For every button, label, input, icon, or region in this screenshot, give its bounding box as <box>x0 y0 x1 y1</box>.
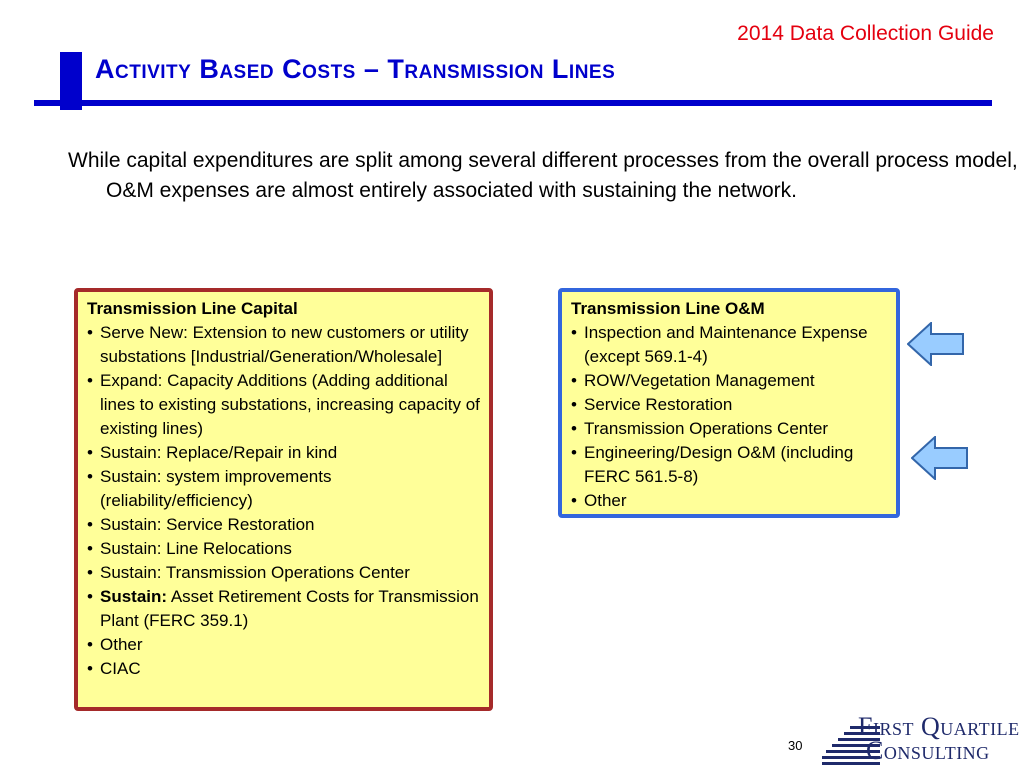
capital-item: • Sustain: system improvements (reliability/efficiency) <box>87 465 481 513</box>
logo-text-line-2: Consulting <box>866 736 990 765</box>
capital-item: • Sustain: Transmission Operations Center <box>87 561 481 585</box>
capital-item: • Sustain: Service Restoration <box>87 513 481 537</box>
capital-item: • Sustain: Line Relocations <box>87 537 481 561</box>
om-box-title: Transmission Line O&M <box>571 299 765 318</box>
company-logo <box>822 712 1022 766</box>
guide-label: 2014 Data Collection Guide <box>737 22 994 45</box>
om-item: • ROW/Vegetation Management <box>571 369 888 393</box>
intro-paragraph: While capital expenditures are split among several different processes from the overall process model, O&M expenses are almost entirely associated with sustaining the network. <box>68 149 1018 202</box>
page-number: 30 <box>788 738 803 753</box>
om-item: • Service Restoration <box>571 393 888 417</box>
capital-item: • Sustain: Replace/Repair in kind <box>87 441 481 465</box>
capital-item-lead: Sustain: <box>100 587 168 606</box>
slide-title: Activity Based Costs – Transmission Lines <box>95 54 616 84</box>
om-list <box>571 321 888 513</box>
om-item: • Other <box>571 489 888 513</box>
om-box <box>558 288 900 518</box>
left-arrow-icon <box>907 322 965 366</box>
capital-item: • Sustain: Asset Retirement Costs for Transmission Plant (FERC 359.1) <box>87 585 481 633</box>
om-item: • Inspection and Maintenance Expense (except 569.1-4) <box>571 321 888 369</box>
capital-item: • Serve New: Extension to new customers or utility substations [Industrial/Generation/Wholesale] <box>87 321 481 369</box>
capital-item: • Other <box>87 633 481 657</box>
om-item: • Transmission Operations Center <box>571 417 888 441</box>
capital-item: • Expand: Capacity Additions (Adding additional lines to existing substations, increasing capacity of existing lines) <box>87 369 481 441</box>
capital-item: • CIAC <box>87 657 481 681</box>
title-divider <box>34 100 992 106</box>
logo-text-line-1: First Quartile <box>858 712 1020 741</box>
om-item: • Engineering/Design O&M (including FERC 561.5-8) <box>571 441 888 489</box>
left-arrow-icon <box>911 436 969 480</box>
capital-list <box>87 321 481 681</box>
capital-box-title: Transmission Line Capital <box>87 299 298 318</box>
capital-box <box>74 288 493 711</box>
